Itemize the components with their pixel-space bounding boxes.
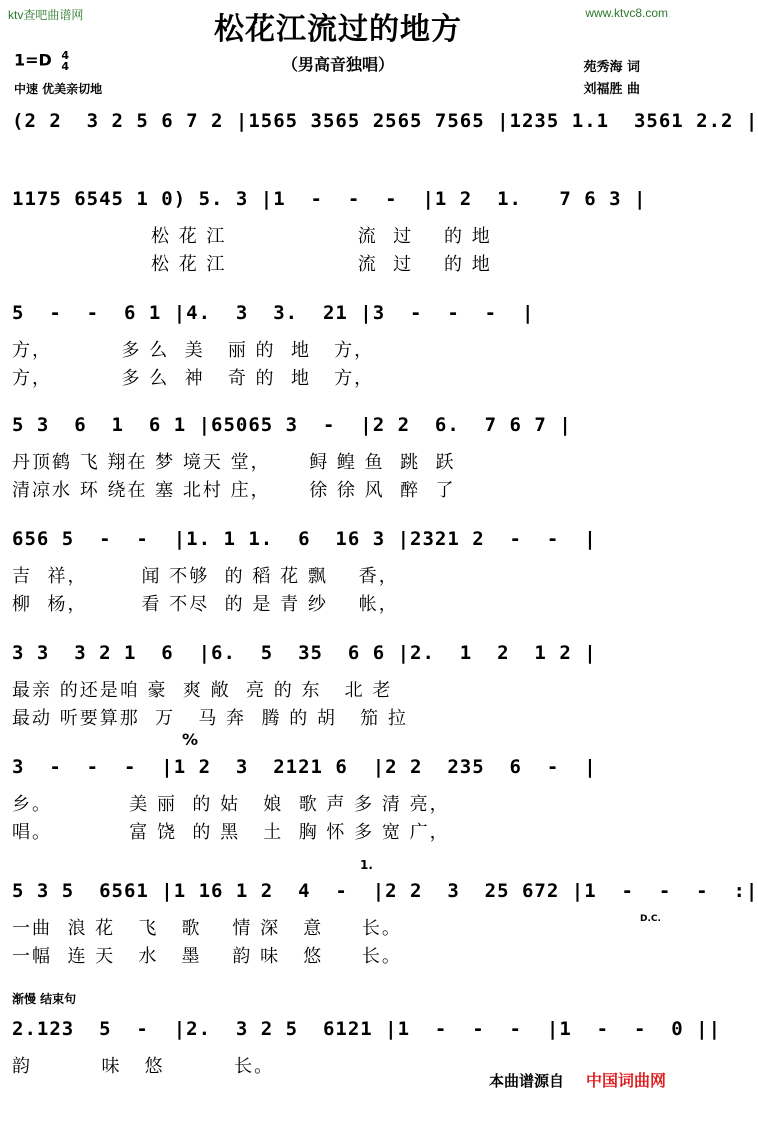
- notation-row: (2 2 3 2 5 6 7 2 |1565 3565 2565 7565 |1235 1.1 3561 2.2 |: [12, 110, 758, 132]
- notation-row: 1175 6545 1 0) 5. 3 |1 - - - |1 2 1. 7 6 3 |: [12, 188, 647, 210]
- lyric-row: 乡。 美 丽 的 姑 娘 歌 声 多 清 亮，: [12, 794, 450, 815]
- site-watermark-right: www.ktvc8.com: [585, 6, 668, 20]
- lyric-row: 韵 味 悠 长。: [12, 1056, 275, 1077]
- score-line: [0, 756, 676, 866]
- key-signature: [14, 50, 69, 72]
- song-subtitle: （男高音独唱）: [281, 55, 394, 74]
- lyric-row: 方， 多 么 神 奇 的 地 方，: [12, 368, 375, 389]
- lyric-row: 清凉水 环 绕在 塞 北村 庄， 徐 徐 风 醉 了: [12, 480, 456, 501]
- composer-credit: 刘福胜 曲: [583, 82, 640, 97]
- lyric-row: 丹顶鹤 飞 翔在 梦 境天 堂， 鲟 鳇 鱼 跳 跃: [12, 452, 456, 473]
- lyric-row: 一曲 浪 花 飞 歌 情 深 意 长。: [12, 918, 402, 939]
- notation-row: 2.123 5 - |2. 3 2 5 6121 |1 - - - |1 - - 0 ||: [12, 1018, 722, 1040]
- lyric-row: 松 花 江 流 过 的 地: [12, 254, 492, 275]
- key-label: 1=D: [14, 50, 52, 70]
- score-line: [0, 302, 676, 412]
- notation-row: 5 3 5 6561 |1 16 1 2 4 - |2 2 3 25 672 |1 - - - :|: [12, 880, 758, 902]
- notation-row: 5 - - 6 1 |4. 3 3. 21 |3 - - - |: [12, 302, 535, 324]
- score-line: [0, 642, 676, 752]
- time-top: 4: [61, 49, 70, 62]
- lyric-row: 方， 多 么 美 丽 的 地 方，: [12, 340, 375, 361]
- footer-site: 中国词曲网: [585, 1071, 666, 1090]
- notation-row: 656 5 - - |1. 1 1. 6 16 3 |2321 2 - - |: [12, 528, 597, 550]
- volta-mark: 1.: [360, 858, 373, 872]
- coda-mark: 渐慢 结束句: [12, 992, 77, 1006]
- lyric-row: 最亲 的还是咱 豪 爽 敞 亮 的 东 北 老: [12, 680, 393, 701]
- site-watermark-left: ktv查吧曲谱网: [8, 8, 84, 22]
- lyric-row: 吉 祥， 闻 不够 的 稻 花 飘 香，: [12, 566, 399, 587]
- song-title: 松花江流过的地方: [214, 12, 462, 47]
- lyric-row: 松 花 江 流 过 的 地: [12, 226, 492, 247]
- score-line: [0, 188, 676, 298]
- score-line: [0, 414, 676, 524]
- score-line: [0, 1018, 722, 1128]
- tempo-marking: 中速 优美亲切地: [14, 82, 103, 96]
- time-signature: [61, 50, 69, 72]
- notation-row: 5 3 6 1 6 1 |65065 3 - |2 2 6. 7 6 7 |: [12, 414, 572, 436]
- lyricist-credit: 苑秀海 词: [583, 60, 640, 75]
- segno-mark: %: [182, 730, 199, 749]
- notation-row: 3 3 3 2 1 6 |6. 5 35 6 6 |2. 1 2 1 2 |: [12, 642, 597, 664]
- score-line: [0, 528, 676, 638]
- lyric-row: 唱。 富 饶 的 黑 土 胸 怀 多 宽 广，: [12, 822, 450, 843]
- footer-source: 本曲谱源自: [488, 1072, 564, 1090]
- lyric-row: 一幅 连 天 水 墨 韵 味 悠 长。: [12, 946, 402, 967]
- lyric-row: 柳 杨， 看 不尽 的 是 青 纱 帐，: [12, 594, 399, 615]
- dc-mark: D.C.: [640, 914, 661, 924]
- time-bottom: 4: [61, 60, 70, 73]
- lyric-row: 最动 听要算那 万 马 奔 腾 的 胡 笳 拉: [12, 708, 408, 729]
- notation-row: 3 - - - |1 2 3 2121 6 |2 2 235 6 - |: [12, 756, 597, 778]
- score-line: [0, 880, 758, 990]
